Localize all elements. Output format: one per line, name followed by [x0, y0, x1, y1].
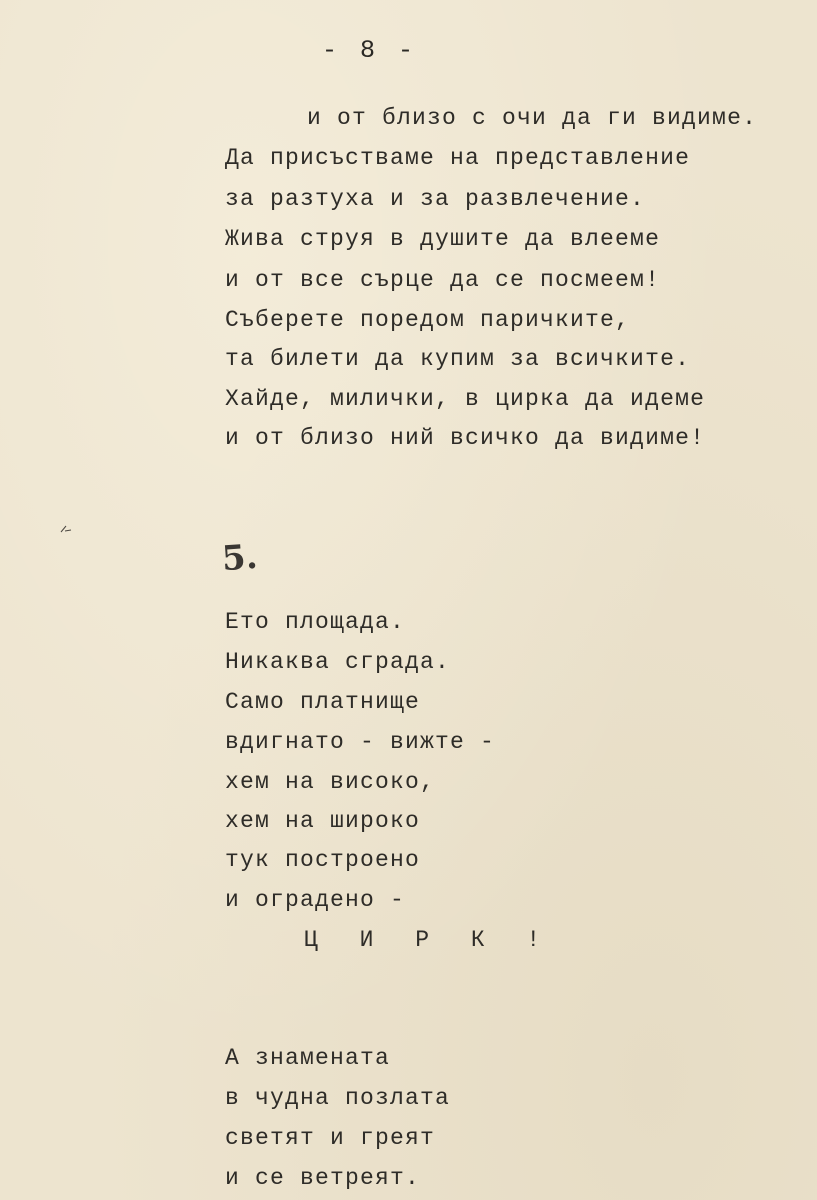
verse-line: хем на широко	[225, 808, 421, 834]
verse-line: тук построено	[225, 847, 421, 873]
verse-line: и от все сърце да се посмеем!	[225, 267, 661, 293]
verse-line: Съберете поредом паричките,	[225, 307, 631, 333]
verse-line: и от близо с очи да ги видиме.	[307, 105, 758, 131]
verse-line: хем на високо,	[225, 769, 436, 795]
verse-line: и се ветреят.	[225, 1165, 421, 1191]
verse-line: за разтуха и за развлечение.	[225, 186, 646, 212]
verse-line: Жива струя в душите да влееме	[225, 226, 661, 252]
verse-line: Никаква сграда.	[225, 649, 451, 675]
verse-line: и оградено -	[225, 887, 406, 913]
verse-line: и от близо ний всичко да видиме!	[225, 425, 706, 451]
verse-line: вдигнато - вижте -	[225, 729, 496, 755]
page-number: - 8 -	[322, 36, 418, 65]
verse-line: та билети да купим за всичките.	[225, 346, 691, 372]
verse-line: Хайде, милички, в цирка да идеме	[225, 386, 706, 412]
verse-line: Ето площада.	[225, 609, 406, 635]
verse-line: в чудна позлата	[225, 1085, 451, 1111]
verse-line-circus: Ц И Р К !	[304, 927, 555, 953]
pencil-tick-mark	[60, 522, 72, 534]
verse-line: светят и греят	[225, 1125, 436, 1151]
verse-line: А знамената	[225, 1045, 391, 1071]
verse-line: Само платнище	[225, 689, 421, 715]
verse-line: Да присъстваме на представление	[225, 145, 691, 171]
section-number: 5.	[220, 536, 259, 580]
